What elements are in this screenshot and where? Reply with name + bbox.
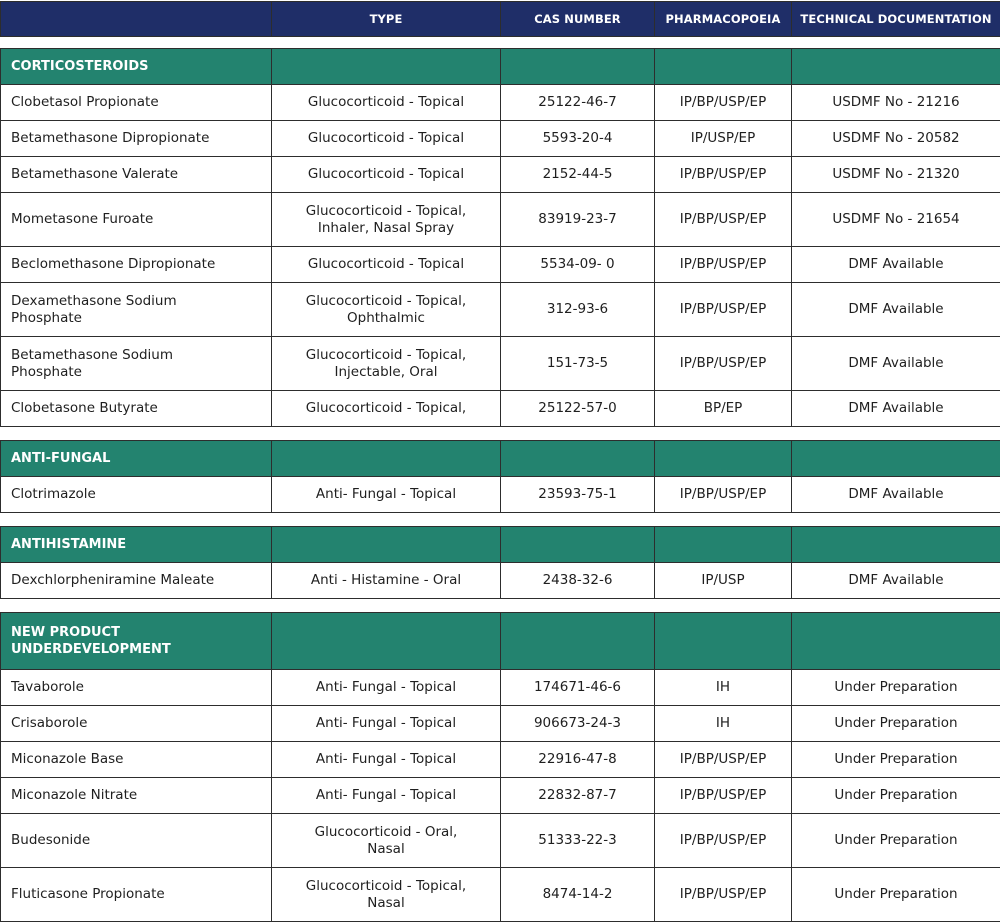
pharmacopoeia-cell: IP/BP/USP/EP — [655, 193, 792, 247]
type-cell: Glucocorticoid - Topical — [272, 247, 501, 283]
product-name-cell: Crisaborole — [1, 706, 272, 742]
table-header — [0, 1, 1000, 37]
pharmacopoeia-cell: IP/USP/EP — [655, 121, 792, 157]
product-name-cell: Tavaborole — [1, 670, 272, 706]
type-cell: Glucocorticoid - Topical — [272, 85, 501, 121]
type-cell: Anti- Fungal - Topical — [272, 778, 501, 814]
category-title: ANTI-FUNGAL — [1, 441, 272, 477]
category-empty-cell — [655, 613, 792, 670]
technical-documentation-cell: DMF Available — [792, 391, 1000, 427]
cas-number-cell: 23593-75-1 — [501, 477, 655, 513]
type-cell: Anti- Fungal - Topical — [272, 670, 501, 706]
pharmacopoeia-cell: IP/BP/USP/EP — [655, 814, 792, 868]
table-row — [1, 778, 1000, 814]
category-empty-cell — [501, 441, 655, 477]
type-cell: Glucocorticoid - Topical — [272, 157, 501, 193]
table-row — [1, 868, 1000, 922]
pharmacopoeia-cell: IP/BP/USP/EP — [655, 85, 792, 121]
category-header-row — [1, 49, 1000, 85]
table-row — [1, 337, 1000, 391]
technical-documentation-cell: USDMF No - 20582 — [792, 121, 1000, 157]
table-row — [1, 247, 1000, 283]
table-row — [1, 283, 1000, 337]
type-cell: Anti- Fungal - Topical — [272, 706, 501, 742]
category-empty-cell — [272, 49, 501, 85]
product-name-cell: Dexamethasone Sodium Phosphate — [1, 283, 272, 337]
category-title: ANTIHISTAMINE — [1, 527, 272, 563]
technical-documentation-cell: DMF Available — [792, 337, 1000, 391]
pharmacopoeia-cell: BP/EP — [655, 391, 792, 427]
product-name-cell: Budesonide — [1, 814, 272, 868]
pharmacopoeia-cell: IP/BP/USP/EP — [655, 778, 792, 814]
category-empty-cell — [272, 527, 501, 563]
type-cell: Anti- Fungal - Topical — [272, 742, 501, 778]
product-name-cell: Clobetasol Propionate — [1, 85, 272, 121]
technical-documentation-cell: USDMF No - 21216 — [792, 85, 1000, 121]
product-name-cell: Clobetasone Butyrate — [1, 391, 272, 427]
cas-number-cell: 25122-57-0 — [501, 391, 655, 427]
table-row — [1, 706, 1000, 742]
category-empty-cell — [655, 527, 792, 563]
cas-number-cell: 22916-47-8 — [501, 742, 655, 778]
type-cell: Glucocorticoid - Topical, Nasal — [272, 868, 501, 922]
cas-number-cell: 22832-87-7 — [501, 778, 655, 814]
technical-documentation-cell: Under Preparation — [792, 778, 1000, 814]
product-name-cell: Betamethasone Sodium Phosphate — [1, 337, 272, 391]
table-row — [1, 391, 1000, 427]
table-row — [1, 814, 1000, 868]
type-cell: Anti- Fungal - Topical — [272, 477, 501, 513]
table-row — [1, 670, 1000, 706]
technical-documentation-cell: Under Preparation — [792, 706, 1000, 742]
cas-number-cell: 174671-46-6 — [501, 670, 655, 706]
technical-documentation-cell: DMF Available — [792, 283, 1000, 337]
category-header-row — [1, 527, 1000, 563]
table-row — [1, 477, 1000, 513]
pharmacopoeia-cell: IH — [655, 706, 792, 742]
header-pharmacopoeia: PHARMACOPOEIA — [655, 2, 792, 37]
category-title: NEW PRODUCT UNDERDEVELOPMENT — [1, 613, 272, 670]
pharmacopoeia-cell: IP/USP — [655, 563, 792, 599]
table-row — [1, 85, 1000, 121]
category-empty-cell — [501, 49, 655, 85]
cas-number-cell: 2152-44-5 — [501, 157, 655, 193]
pharmacopoeia-cell: IP/BP/USP/EP — [655, 157, 792, 193]
category-empty-cell — [272, 613, 501, 670]
technical-documentation-cell: USDMF No - 21654 — [792, 193, 1000, 247]
header-type: TYPE — [272, 2, 501, 37]
cas-number-cell: 8474-14-2 — [501, 868, 655, 922]
product-name-cell: Fluticasone Propionate — [1, 868, 272, 922]
cas-number-cell: 83919-23-7 — [501, 193, 655, 247]
product-name-cell: Betamethasone Valerate — [1, 157, 272, 193]
category-empty-cell — [792, 613, 1000, 670]
cas-number-cell: 51333-22-3 — [501, 814, 655, 868]
table-row — [1, 121, 1000, 157]
table-row — [1, 742, 1000, 778]
category-empty-cell — [272, 441, 501, 477]
technical-documentation-cell: Under Preparation — [792, 670, 1000, 706]
technical-documentation-cell: Under Preparation — [792, 742, 1000, 778]
pharmacopoeia-cell: IP/BP/USP/EP — [655, 337, 792, 391]
technical-documentation-cell: DMF Available — [792, 247, 1000, 283]
cas-number-cell: 151-73-5 — [501, 337, 655, 391]
type-cell: Glucocorticoid - Topical, Inhaler, Nasal Spray — [272, 193, 501, 247]
product-name-cell: Betamethasone Dipropionate — [1, 121, 272, 157]
technical-documentation-cell: DMF Available — [792, 563, 1000, 599]
category-table — [0, 526, 1000, 599]
product-name-cell: Clotrimazole — [1, 477, 272, 513]
header-row — [1, 2, 1000, 37]
type-cell: Glucocorticoid - Topical — [272, 121, 501, 157]
cas-number-cell: 25122-46-7 — [501, 85, 655, 121]
type-cell: Glucocorticoid - Topical, Ophthalmic — [272, 283, 501, 337]
technical-documentation-cell: Under Preparation — [792, 814, 1000, 868]
header-product — [1, 2, 272, 37]
category-empty-cell — [792, 527, 1000, 563]
category-header-row — [1, 441, 1000, 477]
pharmacopoeia-cell: IH — [655, 670, 792, 706]
technical-documentation-cell: Under Preparation — [792, 868, 1000, 922]
pharmacopoeia-cell: IP/BP/USP/EP — [655, 477, 792, 513]
product-name-cell: Mometasone Furoate — [1, 193, 272, 247]
product-name-cell: Dexchlorpheniramine Maleate — [1, 563, 272, 599]
cas-number-cell: 2438-32-6 — [501, 563, 655, 599]
pharmacopoeia-cell: IP/BP/USP/EP — [655, 283, 792, 337]
cas-number-cell: 906673-24-3 — [501, 706, 655, 742]
technical-documentation-cell: USDMF No - 21320 — [792, 157, 1000, 193]
category-empty-cell — [655, 441, 792, 477]
header-technical-documentation: TECHNICAL DOCUMENTATION — [792, 2, 1000, 37]
category-table — [0, 612, 1000, 922]
technical-documentation-cell: DMF Available — [792, 477, 1000, 513]
cas-number-cell: 5593-20-4 — [501, 121, 655, 157]
type-cell: Glucocorticoid - Topical, — [272, 391, 501, 427]
type-cell: Glucocorticoid - Topical, Injectable, Oral — [272, 337, 501, 391]
cas-number-cell: 312-93-6 — [501, 283, 655, 337]
category-empty-cell — [501, 613, 655, 670]
pharmacopoeia-cell: IP/BP/USP/EP — [655, 868, 792, 922]
pharmacopoeia-cell: IP/BP/USP/EP — [655, 742, 792, 778]
table-row — [1, 157, 1000, 193]
type-cell: Anti - Histamine - Oral — [272, 563, 501, 599]
category-title: CORTICOSTEROIDS — [1, 49, 272, 85]
product-name-cell: Miconazole Base — [1, 742, 272, 778]
category-empty-cell — [792, 441, 1000, 477]
category-table — [0, 48, 1000, 427]
category-table — [0, 440, 1000, 513]
product-name-cell: Miconazole Nitrate — [1, 778, 272, 814]
category-header-row — [1, 613, 1000, 670]
category-empty-cell — [501, 527, 655, 563]
header-cas-number: CAS NUMBER — [501, 2, 655, 37]
table-row — [1, 563, 1000, 599]
category-empty-cell — [655, 49, 792, 85]
pharmacopoeia-cell: IP/BP/USP/EP — [655, 247, 792, 283]
category-empty-cell — [792, 49, 1000, 85]
table-row — [1, 193, 1000, 247]
type-cell: Glucocorticoid - Oral, Nasal — [272, 814, 501, 868]
cas-number-cell: 5534-09- 0 — [501, 247, 655, 283]
product-name-cell: Beclomethasone Dipropionate — [1, 247, 272, 283]
